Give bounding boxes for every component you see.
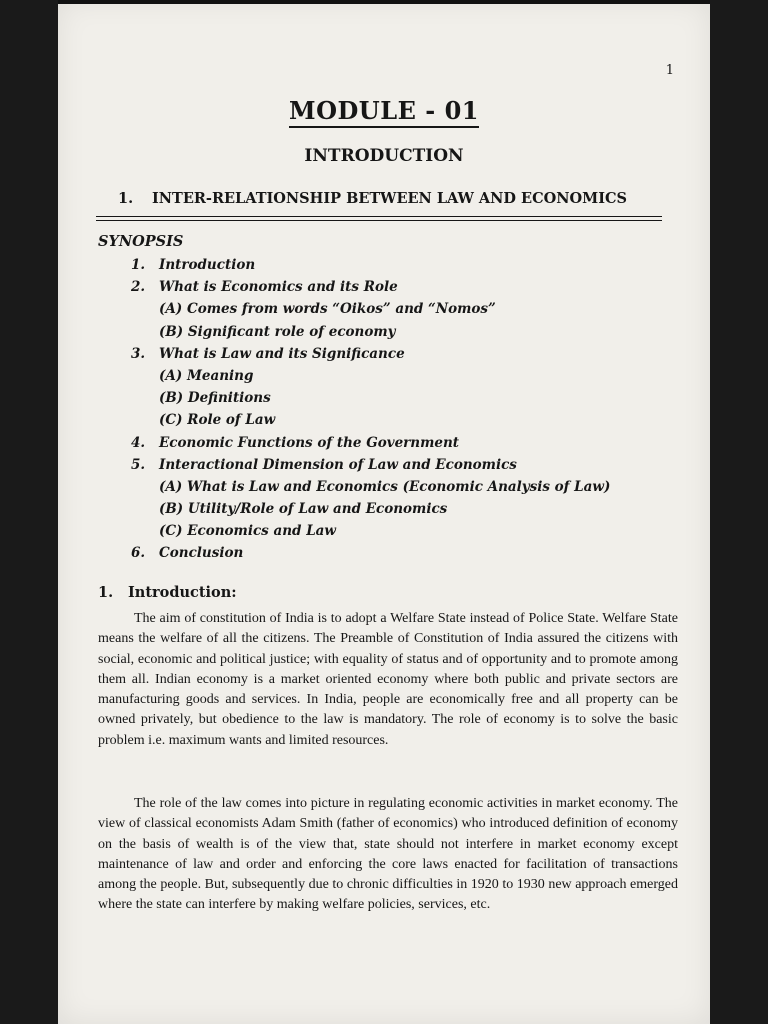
synopsis-item <box>58 432 710 454</box>
synopsis-item-text: Interactional Dimension of Law and Economics <box>159 456 517 473</box>
synopsis-item <box>58 409 710 431</box>
synopsis-item-text: What is Law and its Significance <box>159 345 405 362</box>
synopsis-item <box>58 343 710 365</box>
module-title <box>58 96 710 125</box>
synopsis-item-text: (B) Significant role of economy <box>159 323 396 340</box>
synopsis-item-number: 3. <box>131 345 146 362</box>
body-paragraph: The role of the law comes into picture in regulating economic activities in market economy. The view of classical economists Adam Smith (father of economics) who introduced definition of economy on the basis of wealth is of the view that, state should not interfere in market economy except maintenance of law and order and enforcing the core laws enacted for facilitation of transactions among the people. But, subsequently due to chronic difficulties in 1920 to 1930 new approach emerged where the state can interfere by making welfare policies, services, etc. <box>98 796 678 913</box>
synopsis-item-number: 2. <box>131 279 146 296</box>
synopsis-item-text: Economic Functions of the Government <box>159 434 460 451</box>
synopsis-item <box>58 498 710 520</box>
chapter-title <box>118 190 627 207</box>
chapter-title-text: INTER-RELATIONSHIP BETWEEN LAW AND ECONOMICS <box>152 190 627 207</box>
synopsis-item-text: (A) What is Law and Economics (Economic Analysis of Law) <box>159 478 611 495</box>
synopsis-list <box>58 254 710 565</box>
synopsis-item-text: (C) Economics and Law <box>159 523 337 540</box>
synopsis-item-text: (A) Comes from words “Oikos” and “Nomos” <box>159 301 496 318</box>
synopsis-item-text: (A) Meaning <box>159 367 254 384</box>
document-page <box>58 0 710 1024</box>
synopsis-item-number: 4. <box>131 434 146 451</box>
section-heading-text: Introduction: <box>128 584 237 601</box>
synopsis-item-text: Conclusion <box>159 545 244 562</box>
synopsis-item <box>58 254 710 276</box>
title-divider <box>96 216 662 221</box>
synopsis-item-text: (B) Utility/Role of Law and Economics <box>159 501 448 518</box>
intro-title: INTRODUCTION <box>304 146 464 166</box>
synopsis-heading: SYNOPSIS <box>98 233 184 250</box>
section-heading <box>98 584 237 601</box>
synopsis-item <box>58 542 710 564</box>
synopsis-item-text: What is Economics and its Role <box>159 279 398 296</box>
synopsis-item <box>58 520 710 542</box>
synopsis-item <box>58 321 710 343</box>
page-number: 1 <box>665 63 674 78</box>
synopsis-item-text: (B) Definitions <box>159 390 271 407</box>
section-number: 1. <box>98 584 114 601</box>
synopsis-item-text: Introduction <box>159 257 256 273</box>
top-border <box>58 0 710 4</box>
chapter-number: 1. <box>118 190 134 207</box>
synopsis-item <box>58 365 710 387</box>
synopsis-item-number: 5. <box>131 456 146 473</box>
body-paragraph: The aim of constitution of India is to adopt a Welfare State instead of Police State. Welfare State means the welfare of all the citizens. The Preamble of Constitution of India assured the citizens with social, economic and political justice; with equality of status and of opportunity and to promote among them all. Indian economy is a market oriented economy where both public and private sectors are manufacturing goods and services. In India, people are economically free and all property can be owned privately, but obedience to the law is mandatory. The role of economy is to solve the basic problem i.e. maximum wants and limited resources. <box>98 611 678 748</box>
synopsis-item-text: (C) Role of Law <box>159 412 276 429</box>
synopsis-item <box>58 298 710 320</box>
synopsis-item <box>58 387 710 409</box>
synopsis-item <box>58 276 710 298</box>
synopsis-item <box>58 454 710 476</box>
synopsis-item-number: 6. <box>131 545 146 562</box>
synopsis-item <box>58 476 710 498</box>
module-title-text: MODULE - 01 <box>289 96 479 128</box>
synopsis-item-number: 1. <box>131 257 146 273</box>
